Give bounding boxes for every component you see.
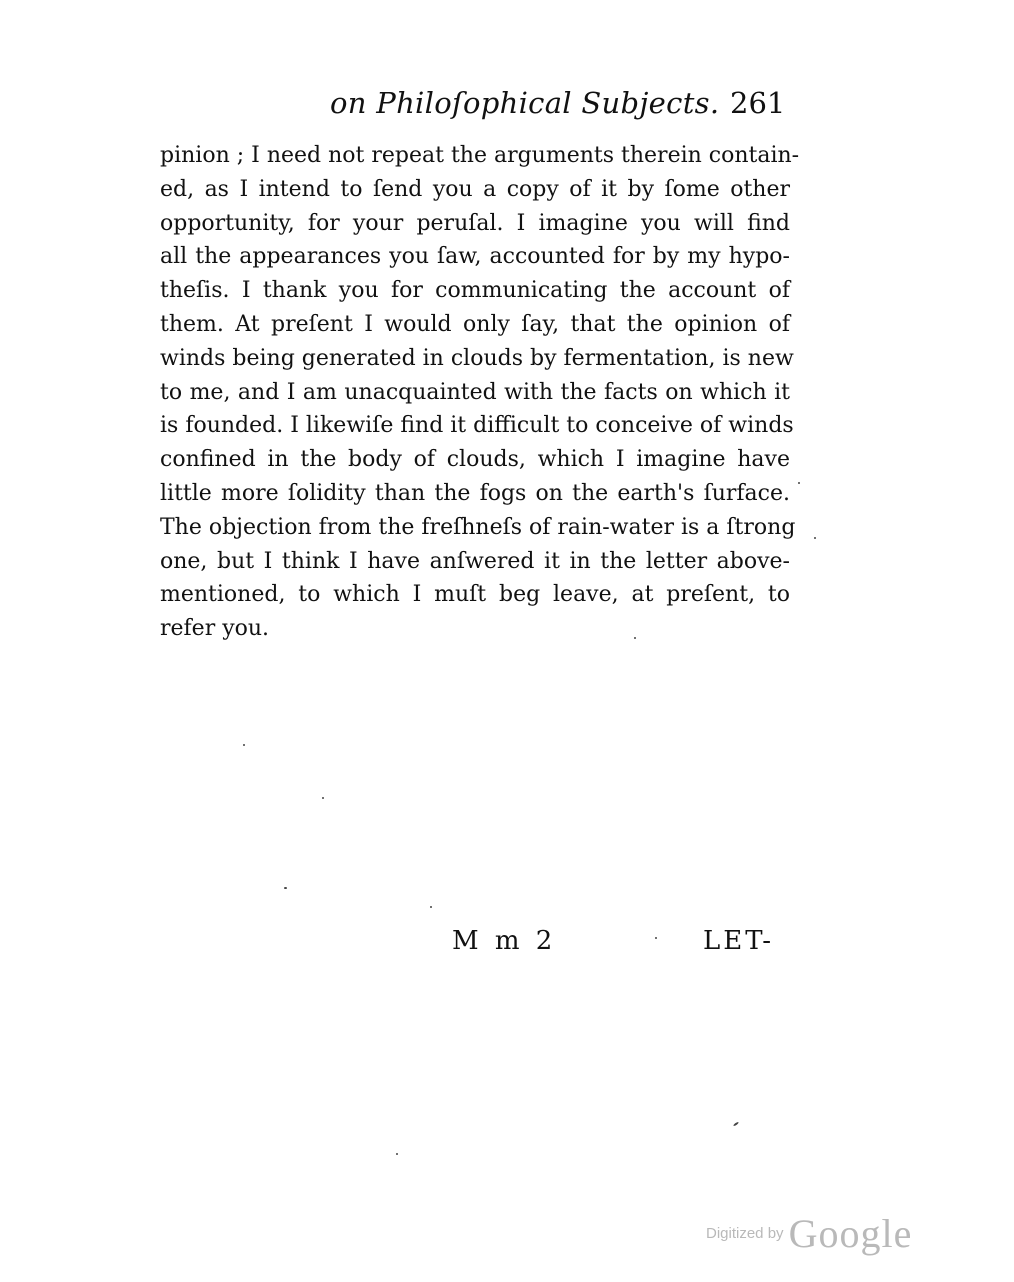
scan-speck	[322, 797, 324, 799]
text-line: mentioned, to which I muſt beg leave, at preſent, to	[160, 582, 790, 608]
body-text	[160, 139, 800, 646]
text-line: winds being generated in clouds by fermentation, is new	[160, 345, 794, 371]
page-number: 261	[730, 86, 786, 120]
text-line: them. At preſent I would only ſay, that the opinion of	[160, 311, 790, 337]
scan-speck	[634, 637, 636, 639]
scan-speck	[284, 887, 287, 889]
scan-speck	[430, 906, 432, 908]
scan-speck	[655, 937, 657, 939]
catchword: LET-	[703, 926, 775, 956]
text-line: one, but I think I have anſwered it in the letter above-	[160, 548, 790, 574]
text-line: is founded. I likewiſe find it difficult to conceive of winds	[160, 413, 794, 439]
scan-speck	[814, 537, 816, 539]
text-line: little more ſolidity than the fogs on the earth's ſurface.	[160, 480, 790, 506]
scan-speck	[396, 1153, 398, 1155]
scan-speck	[798, 482, 800, 484]
text-line: The objection from the freſhneſs of rain-water is a ſtrong	[160, 514, 796, 540]
text-line: all the appearances you ſaw, accounted for by my hypo-	[160, 244, 790, 270]
text-line: ed, as I intend to ſend you a copy of it by ſome other	[160, 176, 790, 202]
scan-speck	[243, 744, 245, 746]
running-head: on Philoſophical Subjects.	[330, 86, 720, 120]
text-line: to me, and I am unacquainted with the facts on which it	[160, 379, 790, 405]
text-line: confined in the body of clouds, which I imagine have	[160, 447, 790, 473]
google-logo: Google	[788, 1211, 913, 1256]
text-line: opportunity, for your peruſal. I imagine you will find	[160, 210, 790, 236]
watermark-prefix: Digitized by	[706, 1225, 784, 1242]
signature-mark: M m 2	[452, 926, 557, 956]
scan-speck	[733, 1121, 739, 1126]
text-line: refer you.	[160, 616, 270, 642]
text-line: pinion ; I need not repeat the arguments therein contain-	[160, 143, 800, 168]
digitized-watermark	[706, 1210, 912, 1257]
text-line: theſis. I thank you for communicating the account of	[160, 278, 790, 304]
